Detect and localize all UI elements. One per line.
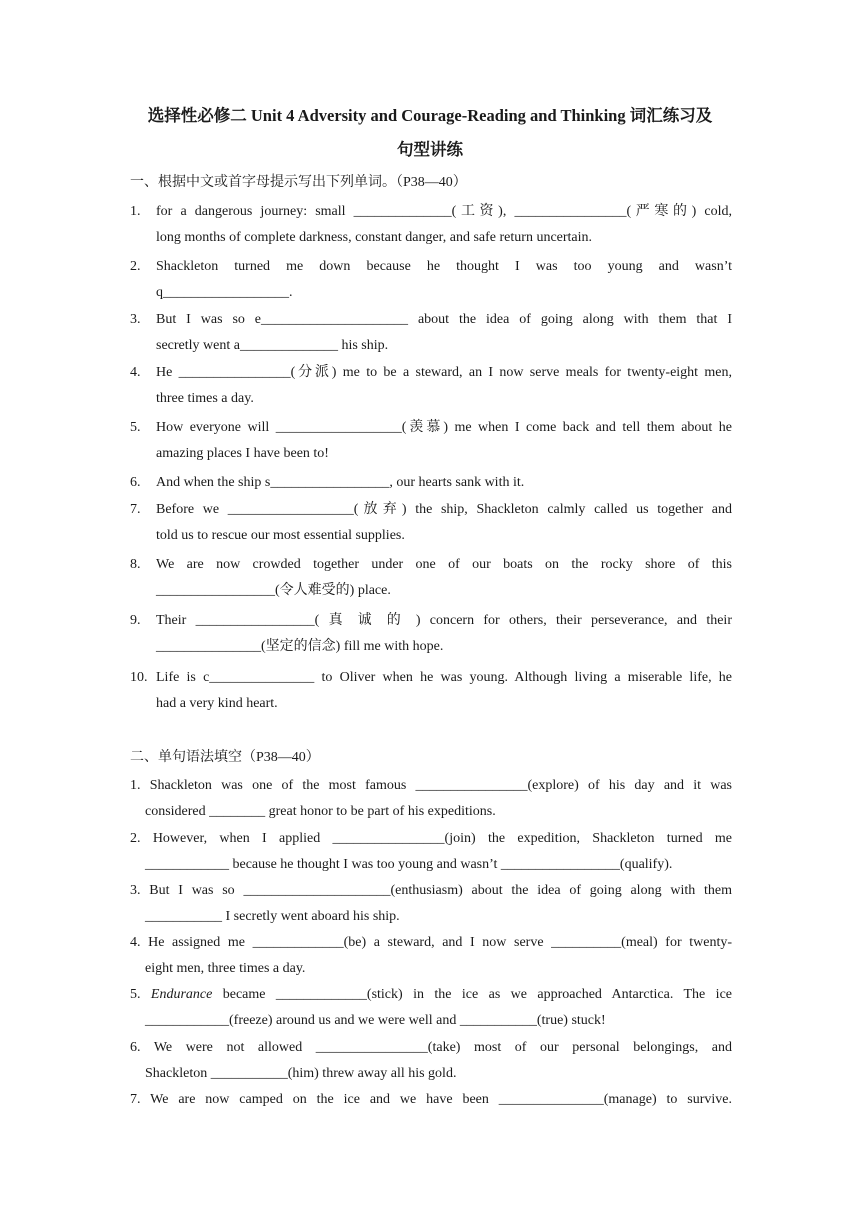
section-2-heading: 二、单句语法填空（P38—40） xyxy=(130,750,320,765)
item-text-line: 3. But I was so _____________________(enthusiasm) about the idea of going along with them xyxy=(130,883,732,898)
item-text-line: long months of complete darkness, constant danger, and safe return uncertain. xyxy=(156,230,593,245)
item-number: 2. xyxy=(130,259,141,274)
section-1-heading: 一、根据中文或首字母提示写出下列单词。（P38—40） xyxy=(130,175,467,190)
item-text-line: 6. We were not allowed ________________(take) most of our personal belongings, and xyxy=(130,1040,732,1055)
item-number: 7. xyxy=(130,502,141,517)
item-number: 3. xyxy=(130,312,141,327)
grammar-item xyxy=(130,826,732,878)
item-number: 6. xyxy=(130,475,141,490)
item-text-line: 4. He assigned me _____________(be) a steward, and I now serve __________(meal) for twenty- xyxy=(130,935,732,950)
exercise-item xyxy=(130,497,732,549)
item-text-line: secretly went a______________ his ship. xyxy=(156,338,389,353)
exercise-item xyxy=(130,665,732,717)
item-number: 5. xyxy=(130,420,141,435)
item-text-line: 2. However, when I applied ________________(join) the expedition, Shackleton turned me xyxy=(130,831,732,846)
item-number: 1. xyxy=(130,204,141,219)
item-text-line: q__________________. xyxy=(156,285,293,300)
item-text-line: And when the ship s_________________, our hearts sank with it. xyxy=(156,475,525,490)
item-number: 4. xyxy=(130,365,141,380)
item-text-line: _______________(坚定的信念) fill me with hope. xyxy=(156,639,444,654)
exercise-item xyxy=(130,415,732,467)
item-text-line: ____________(freeze) around us and we were well and ___________(true) stuck! xyxy=(145,1013,606,1028)
grammar-item xyxy=(130,1035,732,1087)
item-number: 9. xyxy=(130,613,141,628)
title-line-1: 选择性必修二 Unit 4 Adversity and Courage-Reading and Thinking 词汇练习及 xyxy=(147,106,713,125)
exercise-item xyxy=(130,608,732,660)
item-text-line: Shackleton ___________(him) threw away all his gold. xyxy=(145,1066,457,1081)
grammar-item xyxy=(130,982,732,1034)
grammar-item xyxy=(130,773,732,825)
exercise-item xyxy=(130,199,732,251)
item-text-line: for a dangerous journey: small ______________(工资), ________________(严寒的) cold, xyxy=(156,204,732,219)
title-line-2: 句型讲练 xyxy=(397,140,463,159)
grammar-item xyxy=(130,878,732,930)
item-text-line: 7. We are now camped on the ice and we have been _______________(manage) to survive. xyxy=(130,1092,732,1107)
item-text-line: Before we __________________(放弃) the ship, Shackleton calmly called us together and xyxy=(156,502,732,517)
item-text-line: ___________ I secretly went aboard his ship. xyxy=(145,909,400,924)
item-text-line: 5. Endurance became _____________(stick) in the ice as we approached Antarctica. The ice xyxy=(130,987,732,1002)
item-text-line: told us to rescue our most essential supplies. xyxy=(156,528,405,543)
item-text-line: He ________________(分派) me to be a steward, an I now serve meals for twenty-eight men, xyxy=(156,365,732,380)
exercise-item xyxy=(130,254,732,306)
exercise-item xyxy=(130,307,732,359)
item-text-line: three times a day. xyxy=(156,391,254,406)
item-number: 8. xyxy=(130,557,141,572)
item-text-line: Their _________________( 真 诚 的 ) concern for others, their perseverance, and their xyxy=(156,613,732,628)
item-text-line: Shackleton turned me down because he thought I was too young and wasn’t xyxy=(156,259,732,274)
item-text-line: amazing places I have been to! xyxy=(156,446,329,461)
item-text-line: ____________ because he thought I was too young and wasn’t _________________(qualify). xyxy=(145,857,673,872)
document-title xyxy=(100,99,760,167)
item-text-line: had a very kind heart. xyxy=(156,696,278,711)
item-text-line: We are now crowded together under one of our boats on the rocky shore of this xyxy=(156,557,732,572)
exercise-item xyxy=(130,470,732,496)
exercise-item xyxy=(130,360,732,412)
ship-name: Endurance xyxy=(150,987,213,1002)
item-text-line: 1. Shackleton was one of the most famous ________________(explore) of his day and it was xyxy=(130,778,732,793)
exercise-item xyxy=(130,552,732,604)
item-text-line: _________________(令人难受的) place. xyxy=(156,583,391,598)
item-text-line: eight men, three times a day. xyxy=(145,961,306,976)
item-text-line: How everyone will __________________(羡慕) me when I come back and tell them about he xyxy=(156,420,732,435)
item-text-line: Life is c_______________ to Oliver when he was young. Although living a miserable life, he xyxy=(156,670,732,685)
item-text-line: But I was so e_____________________ about the idea of going along with them that I xyxy=(156,312,732,327)
item-number: 10. xyxy=(130,670,148,685)
grammar-item xyxy=(130,1087,732,1113)
grammar-item xyxy=(130,930,732,982)
item-text-line: considered ________ great honor to be part of his expeditions. xyxy=(145,804,496,819)
